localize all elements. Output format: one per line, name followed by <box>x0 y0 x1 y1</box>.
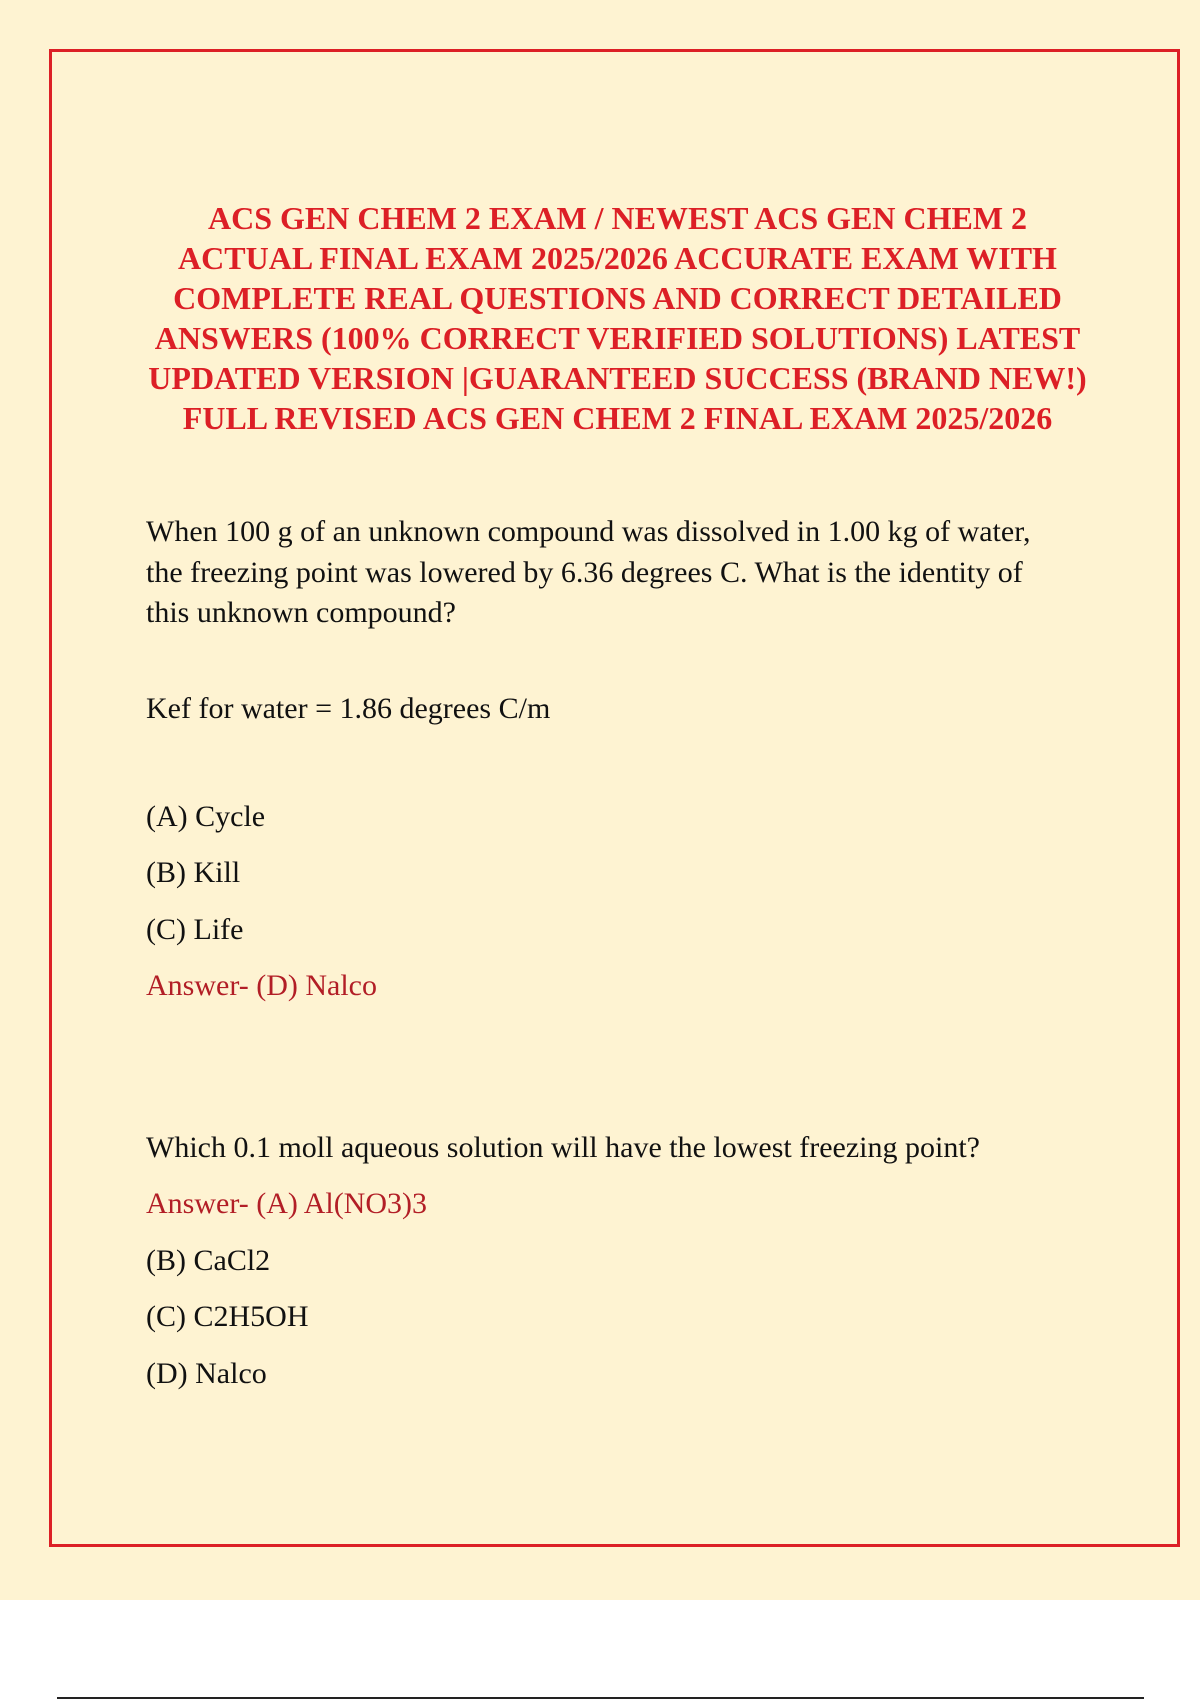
question-1-text: When 100 g of an unknown compound was dissolved in 1.00 kg of water, the freezing point was lowered by 6.36 degrees C. What is the identity of this unknown compound? <box>146 515 1031 629</box>
question-1-options <box>146 789 1066 1015</box>
question-2-text: Which 0.1 moll aqueous solution will have the lowest freezing point? <box>146 1130 980 1164</box>
question-2-option-c: (C) C2H5OH <box>146 1300 309 1333</box>
question-2-option-b: (B) CaCl2 <box>146 1243 271 1277</box>
question-1-option-c: (C) Life <box>146 912 244 946</box>
question-1-option-b: (B) Kill <box>146 856 241 889</box>
page-divider-line <box>57 1697 1144 1699</box>
document-title: ACS GEN CHEM 2 EXAM / NEWEST ACS GEN CHEM 2 ACTUAL FINAL EXAM 2025/2026 ACCURATE EXAM WITH COMPLETE REAL QUESTIONS AND CORRECT DETAILED ANSWERS (100% CORRECT VERIFIED SOLUTIONS) LATEST UPDATED VERSION |GUARANTEED SUCCESS (BRAND NEW!) FULL REVISED ACS GEN CHEM 2 FINAL EXAM 2025/2026 <box>148 200 1087 436</box>
question-1-answer: Answer- (D) Nalco <box>146 969 377 1002</box>
question-2-answer: Answer- (A) Al(NO3)3 <box>146 1187 428 1220</box>
question-1-option-a: (A) Cycle <box>146 799 266 833</box>
question-1-constant: Kef for water = 1.86 degrees C/m <box>146 691 551 725</box>
question-content <box>146 512 1066 1402</box>
question-2 <box>146 1120 1066 1403</box>
question-2-option-d: (D) Nalco <box>146 1356 267 1390</box>
question-1 <box>146 512 1066 1015</box>
